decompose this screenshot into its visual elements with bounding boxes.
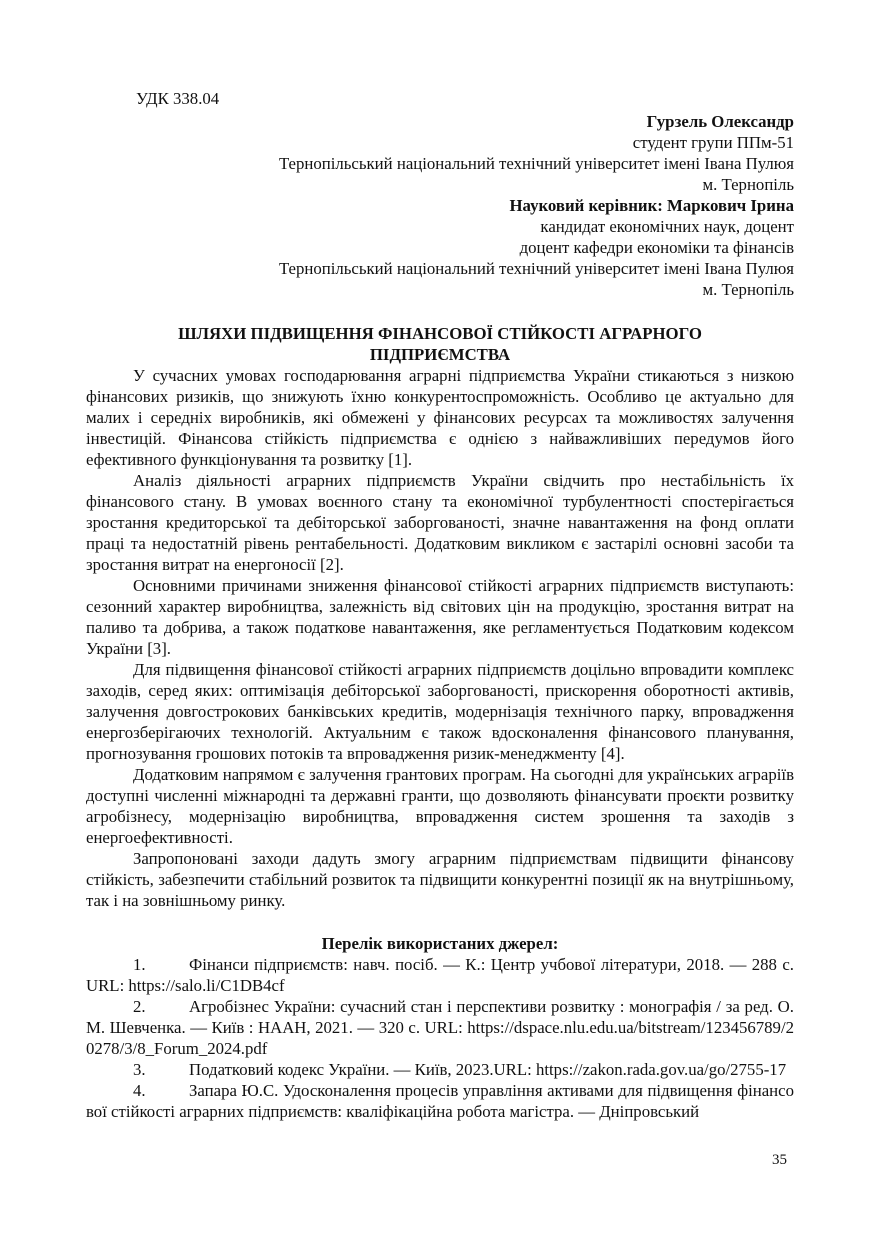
author-position: студент групи ППм-51 — [632, 133, 794, 152]
reference-number: 1. — [133, 955, 146, 974]
reference-number: 2. — [133, 997, 146, 1016]
author-name: Гурзель Олександр — [646, 112, 794, 131]
reference-item — [86, 996, 794, 1059]
page-number: 35 — [772, 1152, 787, 1168]
supervisor-city: м. Тернопіль — [702, 280, 794, 299]
paragraph: Аналіз діяльності аграрних підприємств України свідчить про нестабільність їх фінансового стану. В умовах воєнного стану та економічної турбулентності спостерігається зростання кредиторської та дебіторської заборгованості, значне навантаження на фонд оплати праці та недостатній рівень рентабельності. Додатковим викликом є застарілі основні засоби та зростання витрат на енергоносії [2]. — [86, 471, 794, 574]
reference-number: 4. — [133, 1081, 146, 1100]
paragraph: Основними причинами зниження фінансової стійкості аграрних підприємств виступають: сезонний характер виробництва, залежність від світових цін на продукцію, зростання витрат на паливо та добрива, а також податкове навантаження, яке регламентується Податковим кодексом України [3]. — [86, 576, 794, 658]
reference-text: Агробізнес України: сучасний стан і перспективи розвитку : монографія / за ред. О.М. Шевченка. — Київ : НААН, 2021. — 320 с. URL: https://dspace.nlu.edu.ua/bitstream/123456789/20278/3/8_Forum_2024.pdf — [86, 997, 794, 1058]
supervisor-position: доцент кафедри економіки та фінансів — [519, 238, 794, 257]
document-page — [86, 88, 794, 1122]
article-body — [86, 365, 794, 911]
reference-text: Запара Ю.С. Удосконалення процесів управління активами для підвищення фінансової стійкості аграрних підприємств: кваліфікаційна робота магістра. — Дніпровський — [86, 1081, 794, 1121]
paragraph: Запропоновані заходи дадуть змогу аграрним підприємствам підвищити фінансову стійкість, забезпечити стабільний розвиток та підвищити конкурентні позиції як на внутрішньому, так і на зовнішньому ринку. — [86, 849, 794, 910]
paragraph: Для підвищення фінансової стійкості аграрних підприємств доцільно впровадити комплекс заходів, серед яких: оптимізація дебіторської заборгованості, прискорення оборотності активів, залучення довгострокових банківських кредитів, модернізація технічного парку, впровадження енергозберігаючих технологій. Актуальним є також вдосконалення фінансового планування, прогнозування грошових потоків та впровадження ризик-менеджменту [4]. — [86, 660, 794, 763]
author-university: Тернопільський національний технічний університет імені Івана Пулюя — [278, 154, 794, 173]
references-title: Перелік використаних джерел: — [321, 934, 559, 953]
supervisor-degree: кандидат економічних наук, доцент — [540, 217, 794, 236]
supervisor-name: Науковий керівник: Маркович Ірина — [509, 196, 794, 215]
reference-item — [86, 1059, 794, 1080]
paragraph: Додатковим напрямом є залучення грантових програм. На сьогодні для українських аграріїв доступні численні міжнародні та державні гранти, що дозволяють фінансувати проєкти розвитку агробізнесу, модернізацію виробництва, впровадження систем зрошення та заходів з енергоефективності. — [86, 765, 794, 847]
references-list — [86, 954, 794, 1122]
article-title: ШЛЯХИ ПІДВИЩЕННЯ ФІНАНСОВОЇ СТІЙКОСТІ АГРАРНОГО ПІДПРИЄМСТВА — [178, 324, 702, 364]
reference-text: Фінанси підприємств: навч. посіб. — К.: Центр учбової літератури, 2018. — 288 с. URL: https://salo.li/C1DB4cf — [86, 955, 794, 995]
reference-item — [86, 1080, 794, 1122]
reference-text: Податковий кодекс України. — Київ, 2023.URL: https://zakon.rada.gov.ua/go/2755-17 — [189, 1060, 787, 1079]
author-block — [86, 111, 794, 300]
paragraph: У сучасних умовах господарювання аграрні підприємства України стикаються з низкою фінансових ризиків, що знижують їхню конкурентоспроможність. Особливо це актуально для малих і середніх виробників, які обмежені у фінансових ресурсах та можливостях залучення інвестицій. Фінансова стійкість підприємства є однією з найважливіших передумов його ефективного функціонування та розвитку [1]. — [86, 366, 794, 469]
author-city: м. Тернопіль — [702, 175, 794, 194]
supervisor-university: Тернопільський національний технічний університет імені Івана Пулюя — [278, 259, 794, 278]
udk-code: УДК 338.04 — [136, 89, 220, 108]
reference-item — [86, 954, 794, 996]
reference-number: 3. — [133, 1060, 146, 1079]
